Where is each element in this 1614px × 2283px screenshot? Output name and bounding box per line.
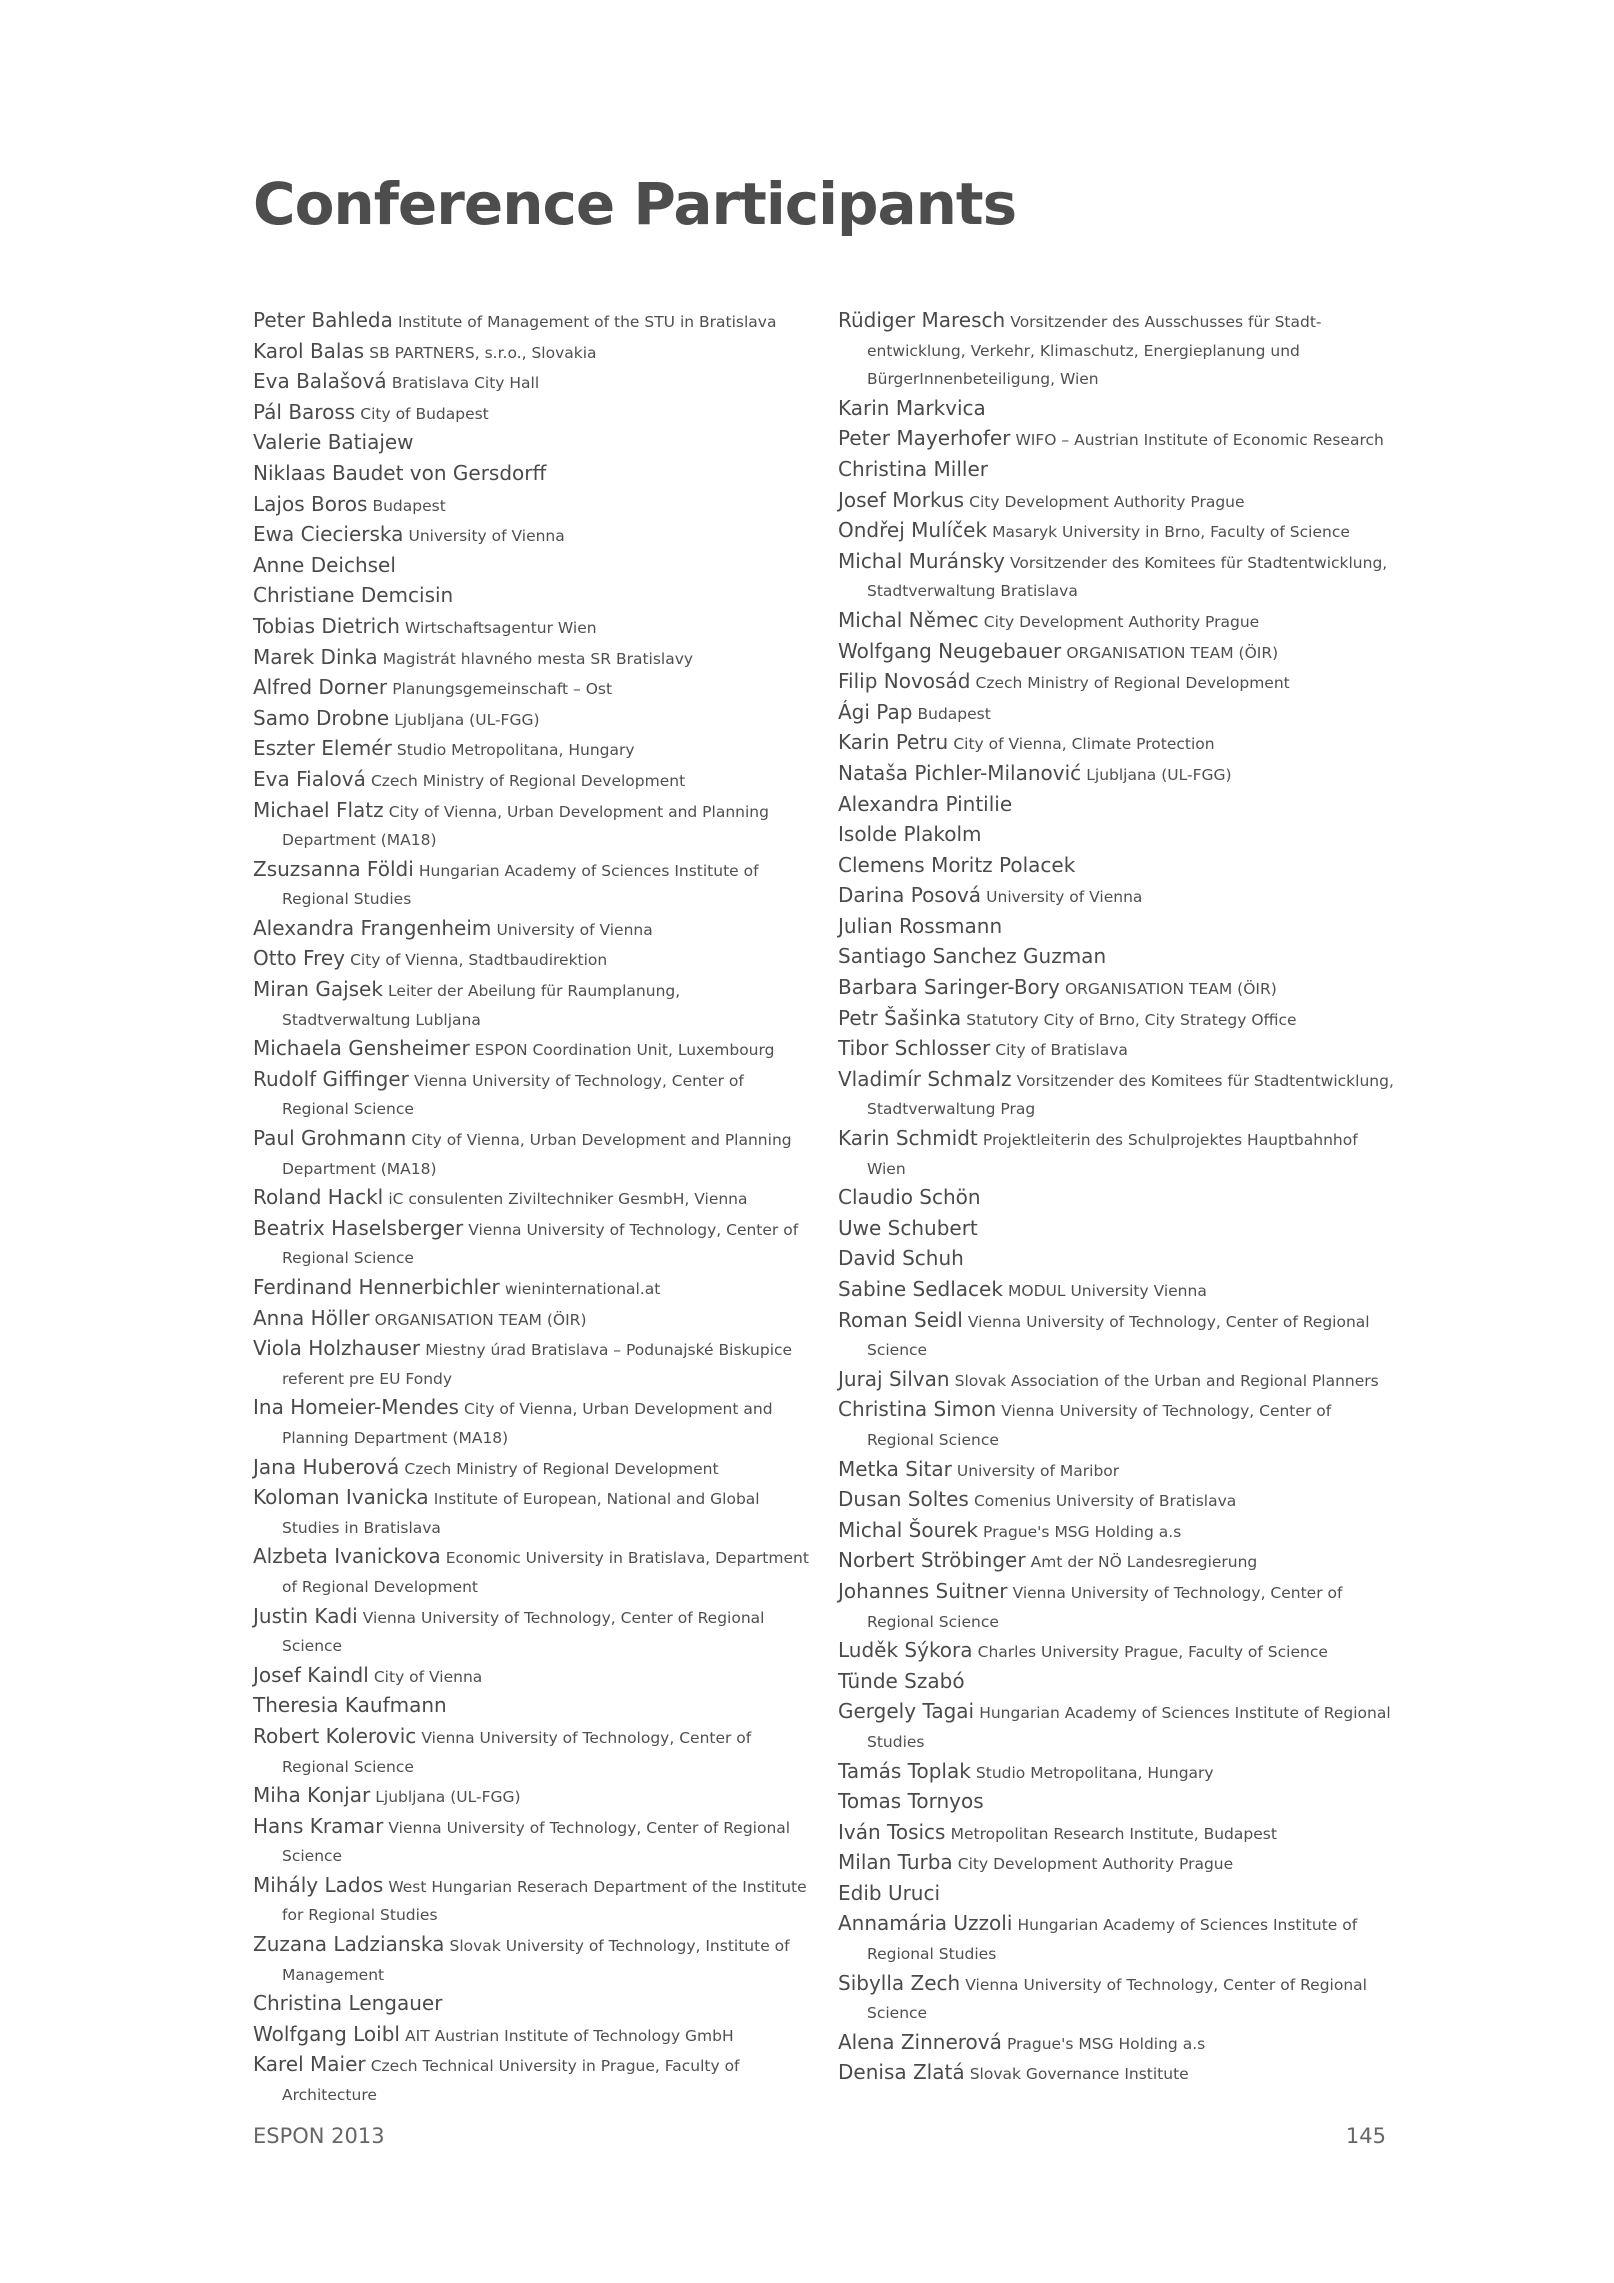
participant-affiliation: Comenius University of Bratislava (973, 1492, 1237, 1511)
participant-affiliation: Czech Ministry of Regional Development (404, 1459, 719, 1478)
participant-entry (253, 1691, 813, 1722)
participant-affiliation: City Development Authority Prague (983, 612, 1260, 631)
participant-entry (253, 855, 813, 914)
participant-affiliation: Institute of European, National and Global Studies in Bratislava (282, 1490, 760, 1537)
participant-affiliation: University of Vienna (496, 920, 653, 939)
participant-affiliation: Budapest (372, 496, 446, 515)
footer-publication: ESPON 2013 (253, 2124, 385, 2148)
participant-entry (838, 1909, 1398, 1968)
participant-entry (838, 912, 1398, 943)
participant-entry (838, 1244, 1398, 1275)
participant-name: Valerie Batiajew (253, 430, 414, 455)
participant-entry (253, 398, 813, 429)
participant-entry (253, 612, 813, 643)
participant-name: Karin Markvica (838, 395, 986, 420)
participant-entry (838, 1969, 1398, 2028)
participant-affiliation: Hungarian Academy of Sciences Institute of Regional Studies (867, 1704, 1391, 1751)
participant-name: Alena Zinnerová (838, 2029, 1002, 2054)
participant-affiliation: WIFO – Austrian Institute of Economic Research (1015, 431, 1384, 450)
participant-affiliation: Budapest (917, 704, 991, 723)
participant-name: Norbert Ströbinger (838, 1548, 1026, 1573)
participant-affiliation: Hungarian Academy of Sciences Institute of Regional Studies (282, 861, 759, 909)
participant-name: Niklaas Baudet von Gersdorff (253, 460, 547, 485)
participant-affiliation: Vienna University of Technology, Center of Regional Science (867, 1402, 1332, 1449)
participant-affiliation: AIT Austrian Institute of Technology GmbH (405, 2026, 734, 2045)
participant-entry (838, 1275, 1398, 1306)
participant-name: Karin Petru (838, 730, 949, 755)
page-title: Conference Participants (253, 170, 1017, 238)
participant-entry (838, 2058, 1398, 2089)
participant-affiliation: Metropolitan Research Institute, Budapest (950, 1824, 1277, 1843)
participant-entry (253, 520, 813, 551)
participant-affiliation: Czech Technical University in Prague, Faculty of Architecture (282, 2057, 740, 2105)
participant-affiliation: Bratislava City Hall (391, 374, 540, 393)
participant-entry (838, 486, 1398, 517)
participant-entry (838, 1879, 1398, 1910)
participant-affiliation: Vienna University of Technology, Center of Regional Science (282, 1818, 791, 1866)
participant-entry (253, 490, 813, 521)
participant-entry (253, 1871, 813, 1930)
participant-name: Isolde Plakolm (838, 822, 982, 847)
participant-entry (838, 1214, 1398, 1245)
participant-name: Clemens Moritz Polacek (838, 852, 1076, 877)
participant-name: Karol Balas (253, 338, 365, 363)
participant-entry (253, 459, 813, 490)
participant-name: Miha Konjar (253, 1783, 371, 1808)
participant-entry (253, 2020, 813, 2051)
participant-affiliation: Economic University in Bratislava, Department of Regional Development (282, 1549, 809, 1596)
participant-entry (253, 1542, 813, 1601)
participant-name: Petr Šašinka (838, 1005, 962, 1030)
participant-name: Ferdinand Hennerbichler (253, 1275, 500, 1299)
participant-entry (838, 1183, 1398, 1214)
participant-affiliation: City Development Authority Prague (969, 492, 1245, 511)
participant-entry (838, 667, 1398, 698)
participant-name: Anna Höller (253, 1305, 370, 1330)
participant-affiliation: Ljubljana (UL-FGG) (375, 1788, 521, 1807)
participant-affiliation: Slovak University of Technology, Institute of Management (282, 1937, 790, 1984)
participant-name: Edib Uruci (838, 1880, 941, 1905)
participant-entry (838, 1848, 1398, 1879)
participant-entry (838, 1395, 1398, 1454)
participant-entry (838, 455, 1398, 486)
participant-name: Michal Šourek (838, 1517, 978, 1542)
participant-name: Dusan Soltes (838, 1487, 969, 1512)
participant-entry (253, 1334, 813, 1393)
participant-name: Juraj Silvan (838, 1366, 950, 1391)
participant-entry (838, 637, 1398, 668)
participant-entry (838, 1365, 1398, 1396)
participant-affiliation: Czech Ministry of Regional Development (975, 674, 1290, 693)
participant-affiliation: MODUL University Vienna (1008, 1282, 1207, 1300)
participant-entry (253, 581, 813, 612)
participant-affiliation: City of Vienna (373, 1667, 483, 1686)
participant-name: Hans Kramar (253, 1813, 384, 1838)
participant-name: Miran Gajsek (253, 977, 383, 1002)
participant-name: Iván Tosics (838, 1819, 946, 1844)
participant-entry (253, 673, 813, 704)
participant-entry (838, 881, 1398, 912)
participant-entry (838, 424, 1398, 455)
participant-name: Nataša Pichler-Milanović (838, 760, 1082, 785)
participant-name: Mihály Lados (253, 1872, 384, 1897)
participant-affiliation: Institute of Management of the STU in Bratislava (397, 313, 777, 331)
participant-name: Gergely Tagai (838, 1699, 975, 1724)
participant-name: Josef Morkus (838, 487, 965, 512)
participant-affiliation: Slovak Association of the Urban and Regional Planners (954, 1371, 1379, 1390)
participant-name: Michael Flatz (253, 797, 384, 822)
participant-entry (838, 394, 1398, 425)
participant-affiliation: Statutory City of Brno, City Strategy Office (966, 1010, 1297, 1029)
participant-entry (838, 1516, 1398, 1547)
participant-entry (838, 851, 1398, 882)
participant-name: Marek Dinka (253, 644, 378, 669)
participant-name: Josef Kaindl (253, 1662, 369, 1687)
participant-affiliation: Miestny úrad Bratislava – Podunajské Biskupice referent pre EU Fondy (282, 1341, 793, 1388)
participant-entry (838, 1818, 1398, 1849)
participant-name: Luděk Sýkora (838, 1638, 973, 1663)
participant-affiliation: Amt der NÖ Landesregierung (1030, 1553, 1258, 1572)
participant-entry (253, 1124, 813, 1183)
participant-name: Anne Deichsel (253, 552, 396, 577)
participant-affiliation: University of Vienna (408, 527, 565, 546)
participant-name: Theresia Kaufmann (253, 1693, 447, 1718)
participant-name: Peter Mayerhofer (838, 426, 1011, 451)
participant-affiliation: Vorsitzender des Ausschusses für Stadt-entwicklung, Verkehr, Klimaschutz, Energieplanung und BürgerInnenbeteiligung, Wien (867, 313, 1322, 389)
participant-entry (253, 367, 813, 398)
participant-entry (253, 1034, 813, 1065)
participant-entry (253, 1602, 813, 1661)
participant-name: Vladimír Schmalz (838, 1066, 1012, 1091)
participant-name: Beatrix Haselsberger (253, 1215, 464, 1240)
participant-entry (838, 1004, 1398, 1035)
participant-entry (838, 1455, 1398, 1486)
participant-entry (838, 1787, 1398, 1818)
participant-entry (838, 1124, 1398, 1183)
participant-entry (253, 1214, 813, 1273)
participant-name: Wolfgang Loibl (253, 2021, 400, 2046)
participant-name: Eva Fialová (253, 766, 366, 791)
participant-affiliation: Prague's MSG Holding a.s (1006, 2034, 1206, 2053)
participant-affiliation: Vienna University of Technology, Center of Regional Science (867, 1312, 1370, 1360)
participant-entry (838, 728, 1398, 759)
participant-name: Metka Sitar (838, 1456, 952, 1481)
participant-name: Koloman Ivanicka (253, 1485, 429, 1510)
participant-entry (253, 1304, 813, 1335)
participant-affiliation: City of Vienna, Urban Development and Planning Department (MA18) (282, 802, 769, 850)
participant-entry (253, 1273, 813, 1304)
participant-entry (253, 1393, 813, 1452)
participant-entry (838, 2028, 1398, 2059)
participant-entry (253, 734, 813, 765)
participants-column-right (838, 306, 1398, 2089)
participant-name: Ági Pap (838, 699, 913, 724)
participant-entry (253, 1781, 813, 1812)
participant-name: Filip Novosád (838, 669, 971, 694)
participant-entry (838, 1065, 1398, 1124)
participant-name: Rudolf Giffinger (253, 1066, 409, 1091)
participant-affiliation: Charles University Prague, Faculty of Science (977, 1643, 1328, 1662)
participant-name: Ondřej Mulíček (838, 518, 988, 543)
participant-affiliation: Prague's MSG Holding a.s (983, 1522, 1182, 1541)
participant-name: Ewa Ciecierska (253, 522, 404, 547)
participant-name: Zsuzsanna Földi (253, 856, 414, 881)
participant-entry (253, 1812, 813, 1871)
participant-name: Christina Miller (838, 456, 988, 481)
participant-entry (253, 428, 813, 459)
participant-entry (838, 790, 1398, 821)
participant-name: Julian Rossmann (838, 913, 1003, 938)
participant-name: Paul Grohmann (253, 1126, 407, 1151)
participant-name: Michal Němec (838, 607, 979, 632)
participant-name: Otto Frey (253, 946, 345, 971)
participant-name: Robert Kolerovic (253, 1723, 417, 1748)
participant-affiliation: Vienna University of Technology, Center of Regional Science (282, 1728, 752, 1776)
participant-affiliation: ESPON Coordination Unit, Luxembourg (474, 1041, 775, 1060)
participant-affiliation: Vienna University of Technology, Center of Regional Science (282, 1071, 744, 1119)
participant-name: Michaela Gensheimer (253, 1036, 470, 1061)
participant-name: Michal Muránsky (838, 548, 1005, 573)
participant-name: Alfred Dorner (253, 675, 388, 700)
participant-entry (838, 516, 1398, 547)
participant-entry (253, 1989, 813, 2020)
participant-name: Viola Holzhauser (253, 1336, 421, 1361)
footer-page-number: 145 (1345, 2124, 1386, 2148)
participant-affiliation: City of Vienna, Urban Development and Planning Department (MA18) (282, 1400, 773, 1447)
participant-affiliation: Slovak Governance Institute (969, 2065, 1189, 2084)
participant-affiliation: ORGANISATION TEAM (ÖIR) (1066, 643, 1279, 662)
participant-name: Tünde Szabó (838, 1668, 965, 1693)
participant-entry (253, 1722, 813, 1781)
participant-affiliation: Leiter der Abeilung für Raumplanung, Stadtverwaltung Lubljana (282, 982, 681, 1029)
participant-entry (253, 1453, 813, 1484)
participant-affiliation: Studio Metropolitana, Hungary (396, 741, 635, 760)
participant-name: Christiane Demcisin (253, 583, 454, 608)
participant-affiliation: West Hungarian Reserach Department of the Institute for Regional Studies (282, 1877, 807, 1925)
participant-name: Sabine Sedlacek (838, 1277, 1003, 1301)
participant-entry (838, 759, 1398, 790)
participant-entry (253, 796, 813, 855)
participant-entry (253, 914, 813, 945)
participant-affiliation: City of Vienna, Stadtbaudirektion (350, 951, 608, 970)
participant-affiliation: University of Maribor (956, 1461, 1120, 1480)
participant-affiliation: City of Bratislava (995, 1041, 1128, 1060)
participant-name: Alzbeta Ivanickova (253, 1544, 441, 1569)
participant-affiliation: City of Vienna, Climate Protection (953, 735, 1215, 754)
participant-name: Karel Maier (253, 2052, 366, 2077)
participant-affiliation: Vienna University of Technology, Center of Regional Science (867, 1583, 1343, 1631)
participant-name: Christina Lengauer (253, 1991, 443, 2016)
participant-entry (253, 975, 813, 1034)
participant-affiliation: Projektleiterin des Schulprojektes Hauptbahnhof Wien (867, 1131, 1358, 1178)
participant-affiliation: Vienna University of Technology, Center of Regional Science (867, 1975, 1367, 2023)
participant-affiliation: Magistrát hlavného mesta SR Bratislavy (382, 649, 694, 668)
participant-entry (838, 547, 1398, 606)
participant-name: Annamária Uzzoli (838, 1911, 1013, 1936)
participant-name: Johannes Suitner (838, 1578, 1008, 1603)
participant-entry (838, 1636, 1398, 1667)
participant-entry (253, 1930, 813, 1989)
participant-affiliation: Masaryk University in Brno, Faculty of Science (992, 523, 1350, 542)
participant-affiliation: SB PARTNERS, s.r.o., Slovakia (369, 343, 597, 362)
participant-entry (838, 1697, 1398, 1756)
participant-name: Sibylla Zech (838, 1970, 961, 1995)
participant-name: Samo Drobne (253, 705, 390, 730)
participant-name: David Schuh (838, 1246, 964, 1271)
participant-affiliation: University of Vienna (986, 888, 1143, 907)
participant-entry (838, 1667, 1398, 1698)
participant-name: Barbara Saringer-Bory (838, 975, 1060, 1000)
participant-entry (253, 1661, 813, 1692)
participant-name: Rüdiger Maresch (838, 308, 1006, 332)
participant-entry (838, 1034, 1398, 1065)
participant-entry (838, 820, 1398, 851)
participant-entry (838, 306, 1398, 394)
participant-name: Denisa Zlatá (838, 2060, 965, 2085)
participant-name: Wolfgang Neugebauer (838, 638, 1062, 663)
participant-name: Milan Turba (838, 1850, 953, 1875)
participant-entry (253, 704, 813, 735)
participants-column-left (253, 306, 813, 2110)
participant-name: Ina Homeier-Mendes (253, 1395, 459, 1420)
participant-name: Lajos Boros (253, 491, 368, 516)
participant-entry (253, 1183, 813, 1214)
participant-name: Uwe Schubert (838, 1215, 978, 1240)
participant-name: Tamás Toplak (838, 1758, 971, 1783)
participant-affiliation: Wirtschaftsagentur Wien (405, 618, 597, 637)
participant-affiliation: ORGANISATION TEAM (ÖIR) (374, 1310, 587, 1329)
participant-affiliation: ORGANISATION TEAM (ÖIR) (1064, 980, 1277, 999)
participant-entry (838, 1306, 1398, 1365)
participant-affiliation: City of Vienna, Urban Development and Planning Department (MA18) (282, 1131, 792, 1178)
participant-name: Roland Hackl (253, 1185, 384, 1210)
participant-affiliation: Studio Metropolitana, Hungary (975, 1763, 1214, 1782)
participant-entry (253, 2050, 813, 2109)
participant-entry (253, 1483, 813, 1542)
participant-affiliation: Vorsitzender des Komitees für Stadtentwicklung, Stadtverwaltung Prag (867, 1071, 1394, 1119)
participant-name: Alexandra Pintilie (838, 791, 1013, 816)
participant-entry (253, 1065, 813, 1124)
participant-name: Eszter Elemér (253, 736, 392, 761)
participant-affiliation: City of Budapest (360, 404, 489, 423)
participant-affiliation: City Development Authority Prague (957, 1855, 1234, 1874)
participant-entry (838, 1546, 1398, 1577)
participant-name: Christina Simon (838, 1397, 997, 1422)
participant-entry (253, 337, 813, 368)
participant-name: Santiago Sanchez Guzman (838, 944, 1107, 969)
participant-name: Tomas Tornyos (838, 1789, 984, 1814)
participant-entry (838, 606, 1398, 637)
participant-affiliation: iC consulenten Ziviltechniker GesmbH, Vienna (388, 1190, 748, 1209)
participant-affiliation: Czech Ministry of Regional Development (370, 771, 686, 790)
participant-name: Zuzana Ladzianska (253, 1932, 445, 1957)
participant-affiliation: Ljubljana (UL-FGG) (1086, 765, 1232, 784)
participant-affiliation: Vorsitzender des Komitees für Stadtentwicklung, Stadtverwaltung Bratislava (867, 553, 1388, 601)
participant-name: Peter Bahleda (253, 308, 393, 332)
participant-name: Jana Huberová (253, 1454, 400, 1479)
participant-name: Karin Schmidt (838, 1126, 978, 1151)
participant-name: Roman Seidl (838, 1307, 963, 1332)
participant-name: Eva Balašová (253, 369, 387, 394)
participant-name: Justin Kadi (253, 1603, 358, 1628)
participant-name: Claudio Schön (838, 1185, 981, 1210)
participant-affiliation: Ljubljana (UL-FGG) (394, 710, 540, 729)
participant-entry (838, 1757, 1398, 1788)
participant-entry (838, 698, 1398, 729)
participant-name: Darina Posová (838, 883, 982, 908)
participant-entry (253, 306, 813, 337)
participant-entry (253, 944, 813, 975)
participant-entry (253, 551, 813, 582)
participant-entry (838, 973, 1398, 1004)
participant-entry (838, 1485, 1398, 1516)
participant-affiliation: wieninternational.at (504, 1280, 661, 1298)
participant-entry (253, 643, 813, 674)
participant-affiliation: Vienna University of Technology, Center of Regional Science (282, 1220, 799, 1268)
participant-entry (838, 942, 1398, 973)
participant-affiliation: Hungarian Academy of Sciences Institute of Regional Studies (867, 1916, 1358, 1964)
participant-name: Tobias Dietrich (253, 613, 400, 638)
participant-name: Tibor Schlosser (838, 1036, 991, 1061)
participant-affiliation: Planungsgemeinschaft – Ost (392, 680, 613, 699)
participant-entry (253, 765, 813, 796)
participant-affiliation: Vienna University of Technology, Center of Regional Science (282, 1608, 765, 1656)
participant-name: Alexandra Frangenheim (253, 915, 492, 940)
participant-entry (838, 1577, 1398, 1636)
participant-name: Pál Baross (253, 399, 356, 424)
